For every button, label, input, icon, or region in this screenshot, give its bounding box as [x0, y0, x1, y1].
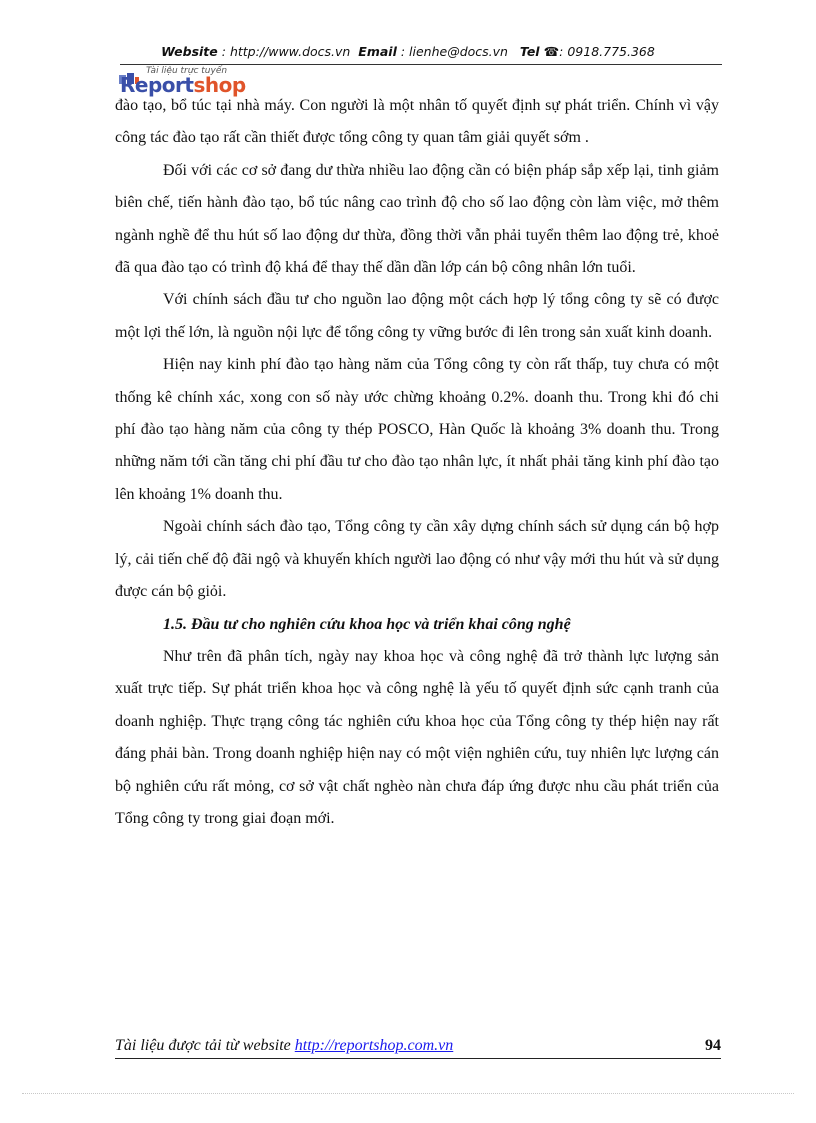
logo-word-report: Report	[120, 73, 194, 97]
page-header	[0, 44, 816, 59]
page-number: 94	[705, 1037, 721, 1054]
footer-link[interactable]: http://reportshop.com.vn	[294, 1037, 454, 1054]
email-sep: :	[396, 44, 410, 59]
telephone-icon: ☎	[543, 44, 560, 59]
paragraph-2: Đối với các cơ sở đang dư thừa nhiều lao động cần có biện pháp sắp xếp lại, tinh giảm biên chế, tiến hành đào tạo, bổ túc nâng cao trình độ cho số lao động còn làm việc, mở thêm ngành nghề để thu hút số lao động dư thừa, đồng thời vẫn phải tuyển thêm lao động trẻ, khoẻ đã qua đào tạo có trình độ khá để thay thế dần dần lớp cán bộ công nhân lớn tuổi.	[115, 161, 719, 277]
footer-label: Tài liệu được tải từ website	[115, 1037, 295, 1054]
section-paragraph: Như trên đã phân tích, ngày nay khoa học và công nghệ đã trở thành lực lượng sản xuất trực tiếp. Sự phát triển khoa học và công nghệ là yếu tố quyết định sức cạnh tranh của doanh nghiệp. Thực trạng công tác nghiên cứu khoa học của Tổng công ty thép hiện nay rất đáng phải bàn. Trong doanh nghiệp hiện nay có một viện nghiên cứu, tuy nhiên lực lượng cán bộ nghiên cứu rất mỏng, cơ sở vật chất nghèo nàn chưa đáp ứng được nhu cầu phát triển của Tổng công ty trong giai đoạn mới.	[115, 647, 719, 827]
tel-value: : 0918.775.368	[559, 44, 655, 59]
header-rule	[120, 64, 722, 65]
page-bottom-border	[22, 1093, 794, 1094]
website-label: Website	[161, 44, 218, 59]
email-label: Email	[358, 44, 397, 59]
paragraph-3: Với chính sách đầu tư cho nguồn lao động một cách hợp lý tổng công ty sẽ có được một lợi thế lớn, là nguồn nội lực để tổng công ty vững bước đi lên trong sản xuất kinh doanh.	[115, 291, 719, 341]
logo-word-shop: shop	[193, 73, 246, 97]
paragraph-1: đào tạo, bổ túc tại nhà máy. Con người là một nhân tố quyết định sự phát triển. Chính vì vậy công tác đào tạo rất cần thiết được tổng công ty quan tâm giải quyết sớm .	[115, 97, 719, 147]
website-sep: :	[217, 44, 230, 59]
paragraph-4: Hiện nay kinh phí đào tạo hàng năm của Tổng công ty còn rất thấp, tuy chưa có một thống kê chính xác, xong con số này ước chừng khoảng 0.2%. doanh thu. Trong khi đó chi phí đào tạo hàng năm của công ty thép POSCO, Hàn Quốc là khoảng 3% doanh thu. Trong những năm tới cần tăng chi phí đầu tư cho đào tạo nhân lực, ít nhất phải tăng kinh phí đào tạo lên khoảng 1% doanh thu.	[115, 356, 719, 503]
page-footer	[115, 1032, 721, 1059]
document-body	[115, 90, 719, 835]
section-heading: 1.5. Đầu tư cho nghiên cứu khoa học và triển khai công nghệ	[163, 615, 571, 633]
logo-tagline: Tài liệu trực tuyến	[146, 66, 228, 76]
footer-text	[115, 1037, 453, 1055]
tel-label: Tel	[519, 44, 540, 59]
email-value[interactable]: lienhe@docs.vn	[409, 44, 508, 59]
website-value[interactable]: http://www.docs.vn	[229, 44, 351, 59]
paragraph-5: Ngoài chính sách đào tạo, Tổng công ty cần xây dựng chính sách sử dụng cán bộ hợp lý, cải tiến chế độ đãi ngộ và khuyến khích người lao động có như vậy mới thu hút và sử dụng được cán bộ giỏi.	[115, 518, 719, 601]
